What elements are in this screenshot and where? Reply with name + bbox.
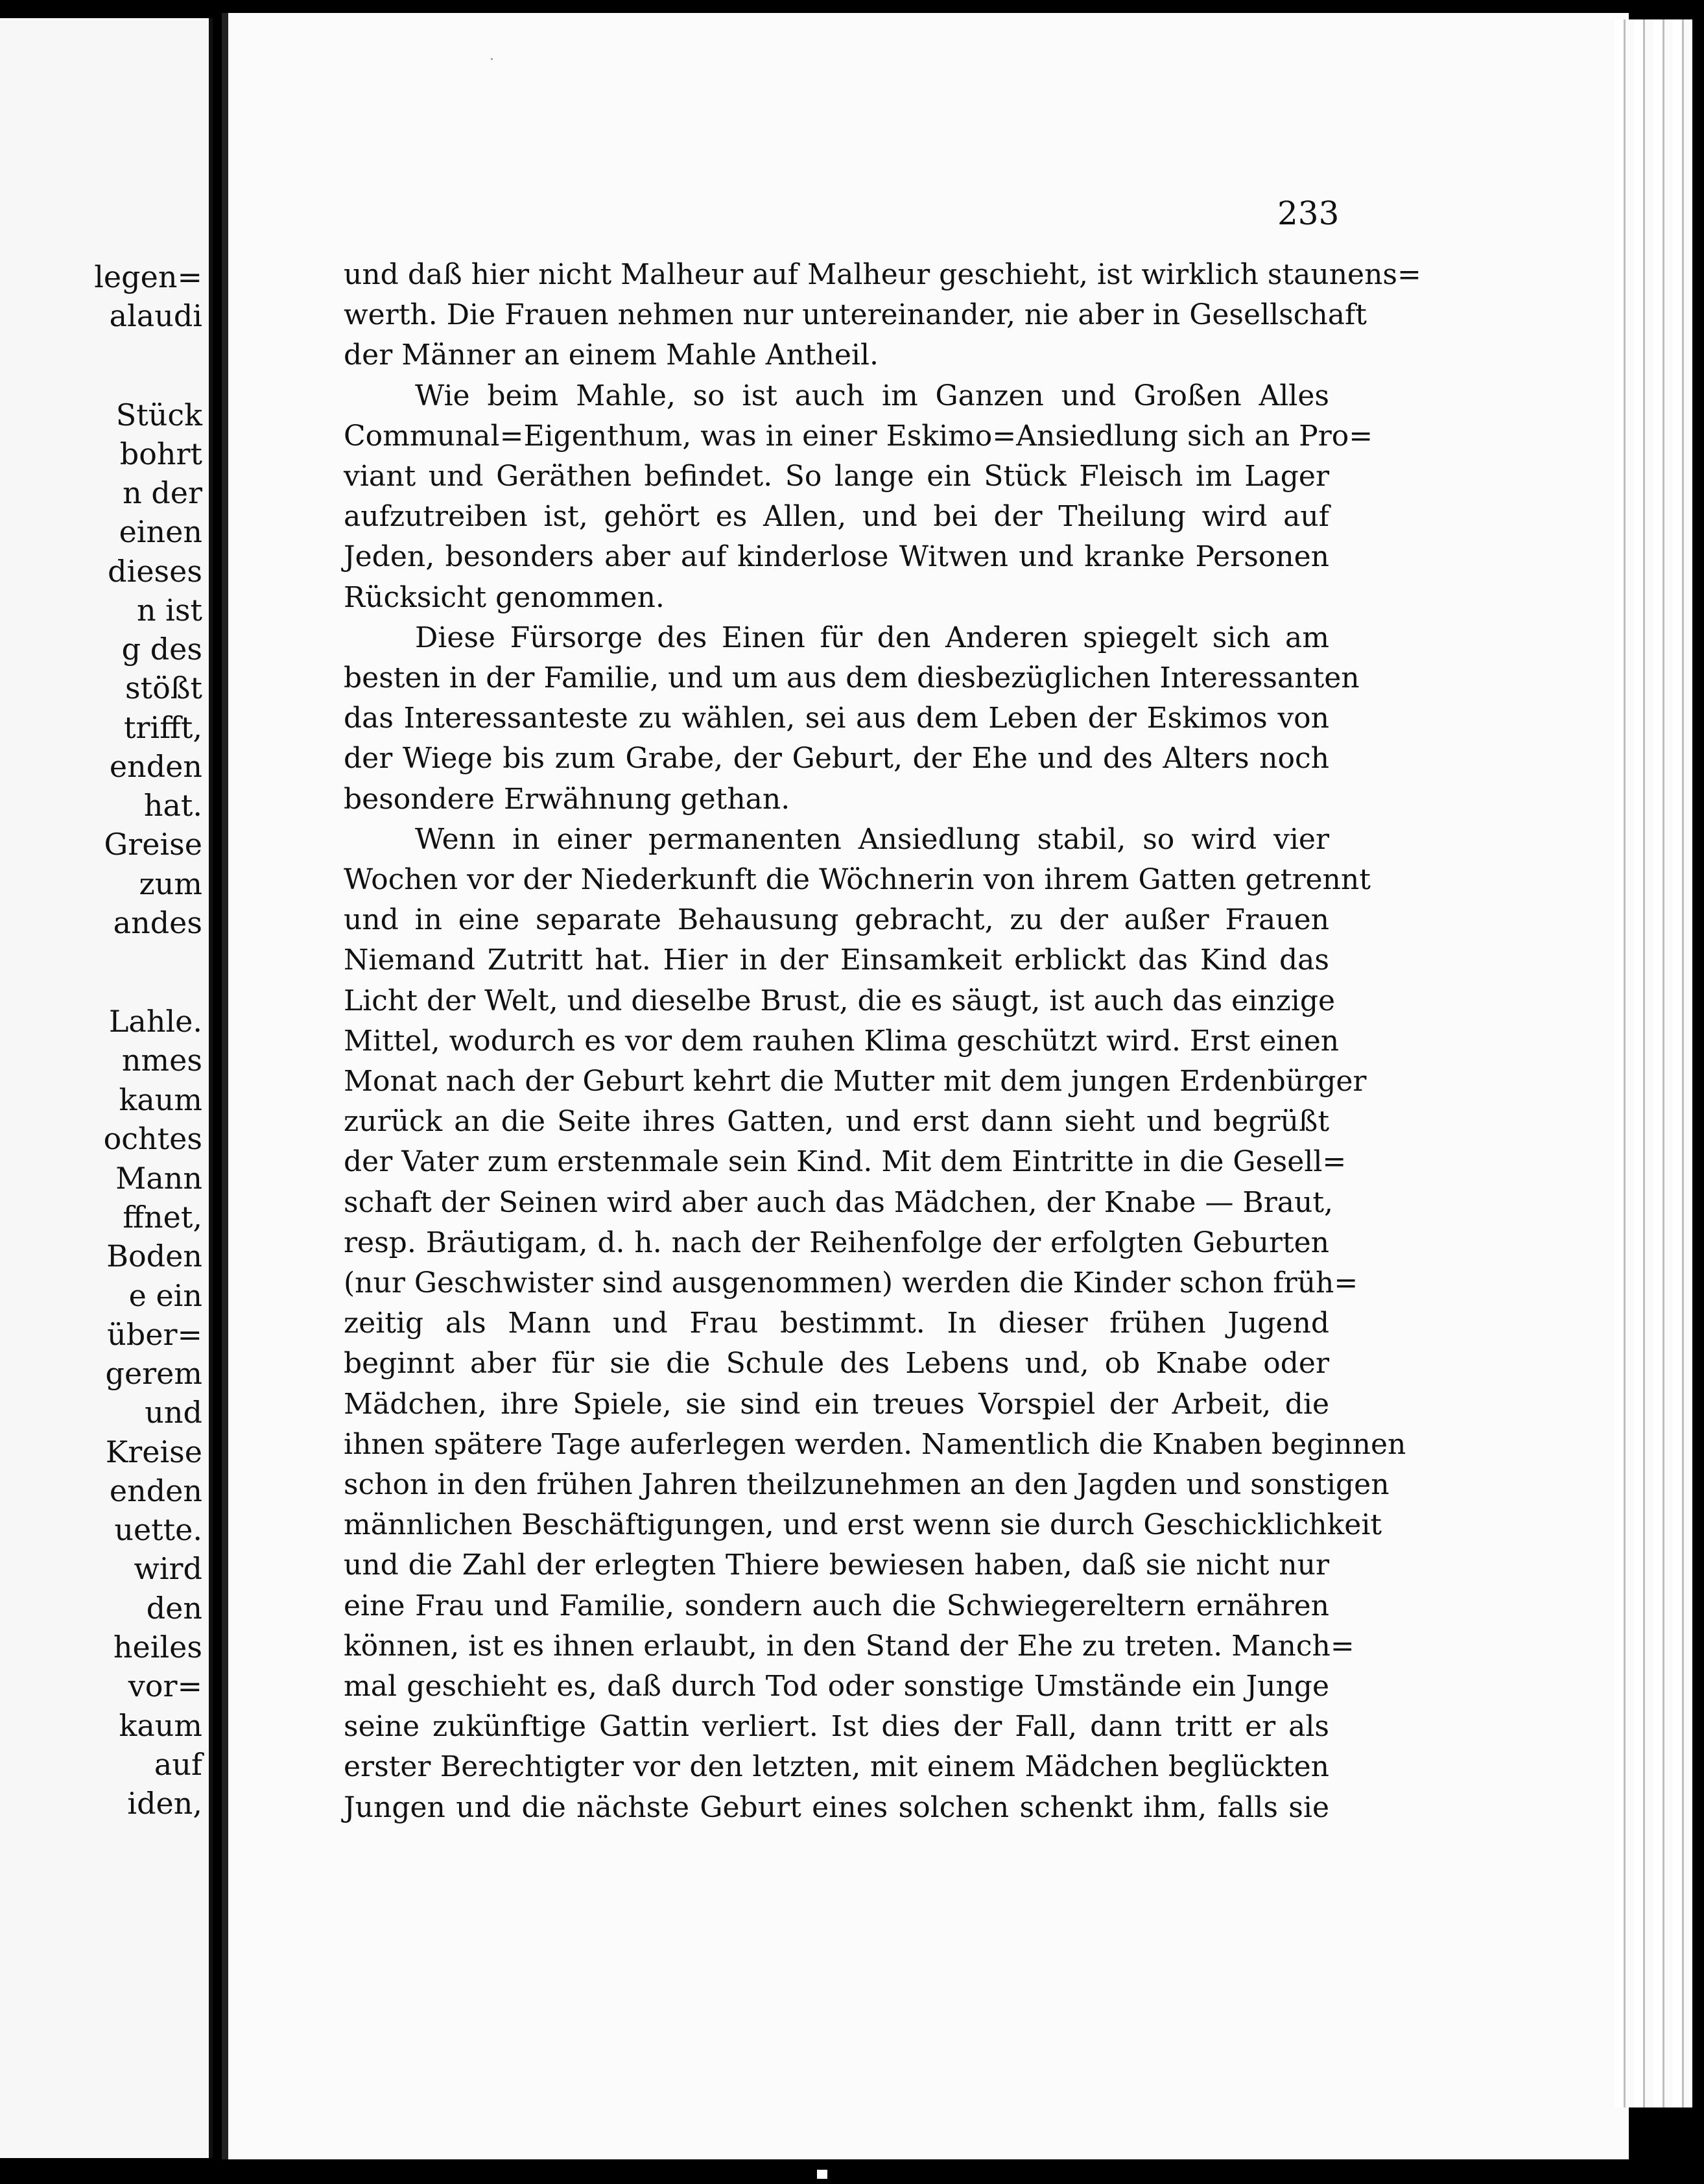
left-page-fragment-line: kaum xyxy=(119,1708,202,1743)
text-line: Wie beim Mahle, so ist auch im Ganzen und Großen Alles xyxy=(415,379,1329,412)
text-line: besten in der Familie, und um aus dem diesbezüglichen Interessanten xyxy=(344,661,1360,694)
text-line: ihnen spätere Tage auferlegen werden. Namentlich die Knaben beginnen xyxy=(344,1427,1406,1461)
left-page-fragment-line: über= xyxy=(107,1317,202,1352)
left-page-fragment-line: iden, xyxy=(127,1786,202,1821)
left-page-fragment-line: enden xyxy=(109,749,202,784)
text-line: schaft der Seinen wird aber auch das Mädchen, der Knabe — Braut, xyxy=(344,1185,1334,1219)
text-line: Niemand Zutritt hat. Hier in der Einsamkeit erblickt das Kind das xyxy=(344,944,1329,977)
left-page-fragment-line: hat. xyxy=(143,788,202,823)
left-page-fragment-line: stößt xyxy=(125,671,202,706)
page-number: 233 xyxy=(1277,195,1340,232)
page-edge-stack xyxy=(1615,19,1692,2107)
left-page-fragment-line: e ein xyxy=(128,1278,202,1313)
left-page-fragment-line: ffnet, xyxy=(123,1200,202,1235)
left-page-fragment-line: n ist xyxy=(136,593,202,628)
text-line: männlichen Beschäftigungen, und erst wenn sie durch Geschicklichkeit xyxy=(344,1508,1382,1542)
text-line: Communal=Eigenthum, was in einer Eskimo=Ansiedlung sich an Pro= xyxy=(344,419,1373,453)
text-line: und in eine separate Behausung gebracht, zu der außer Frauen xyxy=(344,903,1329,937)
text-line: (nur Geschwister sind ausgenommen) werden die Kinder schon früh= xyxy=(344,1266,1358,1300)
left-page-fragment-line: vor= xyxy=(128,1668,202,1703)
left-page-fragment-line: alaudi xyxy=(109,298,202,333)
text-line: Mädchen, ihre Spiele, sie sind ein treues Vorspiel der Arbeit, die xyxy=(344,1387,1329,1421)
left-page-fragment-line: den xyxy=(146,1591,202,1626)
text-line: werth. Die Frauen nehmen nur untereinander, nie aber in Gesellschaft xyxy=(344,298,1367,332)
left-page-fragment-line: kaum xyxy=(119,1082,202,1117)
left-page-fragment-line: Boden xyxy=(106,1239,202,1274)
text-line: können, ist es ihnen erlaubt, in den Stand der Ehe zu treten. Manch= xyxy=(344,1629,1355,1663)
left-page-fragment-line: und xyxy=(145,1395,202,1430)
text-line: und die Zahl der erlegten Thiere bewiesen haben, daß sie nicht nur xyxy=(344,1549,1329,1582)
left-page-fragment-line: ochtes xyxy=(103,1121,202,1156)
text-line: zurück an die Seite ihres Gatten, und erst dann sieht und begrüßt xyxy=(344,1105,1329,1139)
text-line: und daß hier nicht Malheur auf Malheur geschieht, ist wirklich staunens= xyxy=(344,258,1421,291)
text-line: zeitig als Mann und Frau bestimmt. In dieser frühen Jugend xyxy=(344,1307,1329,1340)
text-line: besondere Erwähnung gethan. xyxy=(344,782,790,816)
text-line: Monat nach der Geburt kehrt die Mutter mit dem jungen Erdenbürger xyxy=(344,1065,1367,1098)
text-line: aufzutreiben ist, gehört es Allen, und bei der Theilung wird auf xyxy=(344,500,1329,534)
text-line: Diese Fürsorge des Einen für den Anderen spiegelt sich am xyxy=(415,621,1329,654)
left-page-fragment-line: trifft, xyxy=(124,710,202,745)
left-page-fragment-line: Greise xyxy=(104,827,202,862)
text-line: der Vater zum erstenmale sein Kind. Mit dem Eintritte in die Gesell= xyxy=(344,1145,1347,1179)
text-line: viant und Geräthen befindet. So lange ein Stück Fleisch im Lager xyxy=(344,460,1329,493)
left-page-fragment-line: auf xyxy=(154,1747,202,1782)
text-line: mal geschieht es, daß durch Tod oder sonstige Umstände ein Junge xyxy=(344,1670,1329,1703)
text-line: seine zukünftige Gattin verliert. Ist dies der Fall, dann tritt er als xyxy=(344,1710,1329,1744)
left-page-fragment xyxy=(0,18,213,2158)
text-line: Wochen vor der Niederkunft die Wöchnerin von ihrem Gatten getrennt xyxy=(344,863,1371,896)
left-page-fragment-line: uette. xyxy=(114,1512,202,1547)
left-page-fragment-line: Mann xyxy=(115,1161,202,1196)
text-line: eine Frau und Familie, sondern auch die Schwiegereltern ernähren xyxy=(344,1589,1329,1622)
left-page-fragment-line: bohrt xyxy=(119,436,202,471)
left-page-fragment-line: heiles xyxy=(113,1630,202,1665)
left-page-fragment-line: nmes xyxy=(121,1043,202,1078)
left-page-fragment-line: andes xyxy=(113,905,202,940)
text-line: das Interessanteste zu wählen, sei aus dem Leben der Eskimos von xyxy=(344,702,1329,735)
text-line: Rücksicht genommen. xyxy=(344,580,665,614)
left-page-fragment-line: g des xyxy=(121,632,202,667)
left-page-fragment-line: einen xyxy=(119,514,202,549)
scan-mark xyxy=(817,2170,827,2179)
left-page-fragment-line: n der xyxy=(123,475,202,510)
page-speck: · xyxy=(490,52,494,68)
text-line: resp. Bräutigam, d. h. nach der Reihenfolge der erfolgten Geburten xyxy=(344,1226,1329,1259)
text-line: Wenn in einer permanenten Ansiedlung stabil, so wird vier xyxy=(415,822,1329,856)
text-line: Mittel, wodurch es vor dem rauhen Klima geschützt wird. Erst einen xyxy=(344,1024,1340,1058)
text-line: erster Berechtigter vor den letzten, mit einem Mädchen beglückten xyxy=(344,1750,1329,1784)
left-page-fragment-line: legen= xyxy=(94,259,202,294)
text-line: schon in den frühen Jahren theilzunehmen an den Jagden und sonstigen xyxy=(344,1468,1390,1501)
left-page-fragment-line: Stück xyxy=(115,398,202,433)
left-page-fragment-line: enden xyxy=(109,1473,202,1508)
left-page-fragment-line: dieses xyxy=(108,554,202,589)
text-line: der Wiege bis zum Grabe, der Geburt, der Ehe und des Alters noch xyxy=(344,742,1329,776)
left-page-fragment-line: Lahle. xyxy=(108,1004,202,1039)
text-line: der Männer an einem Mahle Antheil. xyxy=(344,338,879,372)
text-line: Licht der Welt, und dieselbe Brust, die es säugt, ist auch das einzige xyxy=(344,984,1336,1017)
left-page-fragment-line: wird xyxy=(134,1551,202,1586)
text-line: Jeden, besonders aber auf kinderlose Witwen und kranke Personen xyxy=(344,540,1329,574)
text-line: beginnt aber für sie die Schule des Lebens und, ob Knabe oder xyxy=(344,1347,1329,1381)
left-page-fragment-line: Kreise xyxy=(105,1434,202,1469)
left-page-fragment-line: zum xyxy=(139,866,202,901)
left-page-fragment-line: gerem xyxy=(105,1356,202,1391)
text-line: Jungen und die nächste Geburt eines solchen schenkt ihm, falls sie xyxy=(344,1790,1329,1824)
